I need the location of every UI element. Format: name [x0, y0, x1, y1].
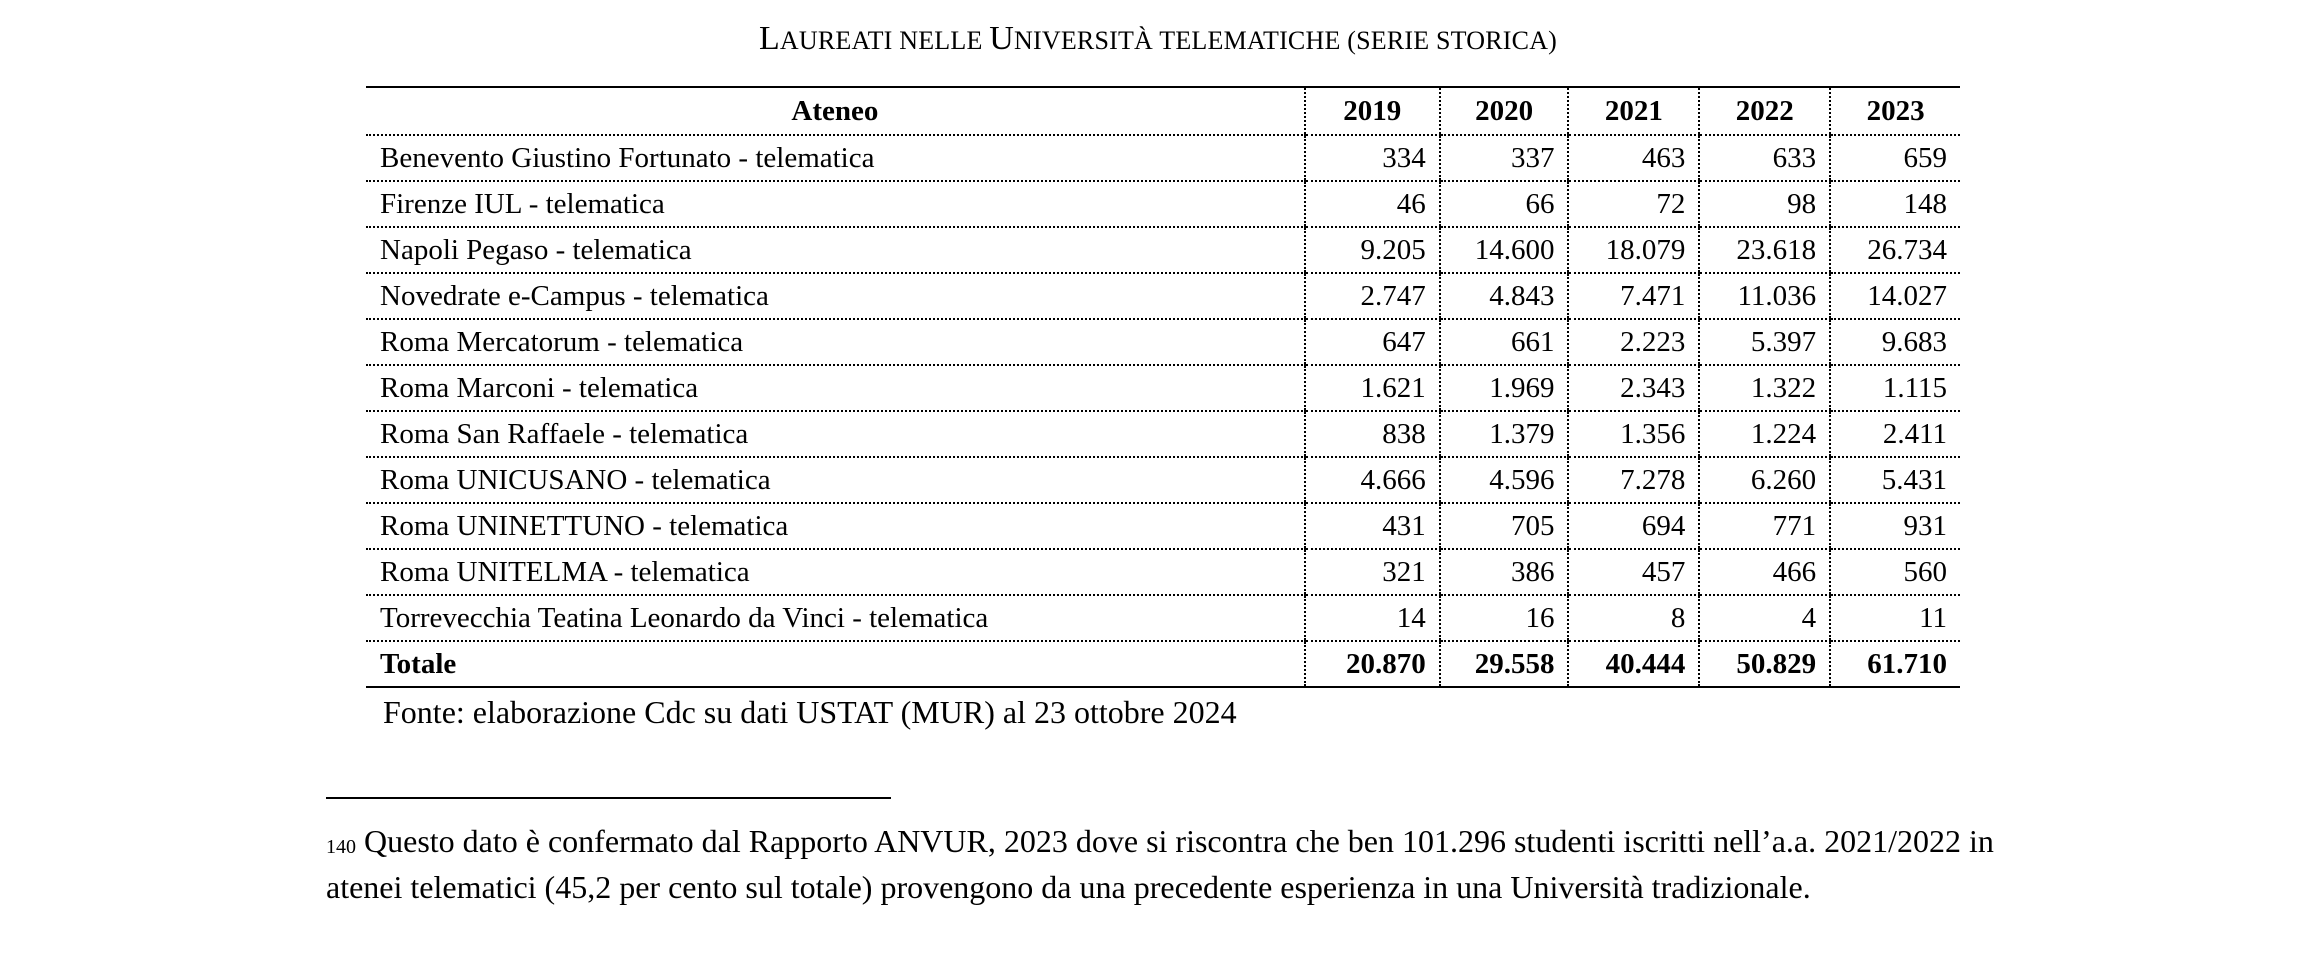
graduates-table-container: [366, 86, 1960, 688]
value-cell: 2.411: [1830, 411, 1960, 457]
value-cell: 7.471: [1568, 273, 1699, 319]
value-cell: 705: [1440, 503, 1569, 549]
value-cell: 66: [1440, 181, 1569, 227]
value-cell: 4: [1699, 595, 1830, 641]
ateneo-cell: Benevento Giustino Fortunato - telematica: [366, 135, 1305, 181]
header-2019: 2019: [1305, 87, 1440, 135]
value-cell: 1.969: [1440, 365, 1569, 411]
value-cell: 386: [1440, 549, 1569, 595]
value-cell: 659: [1830, 135, 1960, 181]
ateneo-cell: Roma Mercatorum - telematica: [366, 319, 1305, 365]
value-cell: 8: [1568, 595, 1699, 641]
table-row: [366, 181, 1960, 227]
value-cell: 29.558: [1440, 641, 1569, 687]
ateneo-cell: Torrevecchia Teatina Leonardo da Vinci - telematica: [366, 595, 1305, 641]
value-cell: 2.747: [1305, 273, 1440, 319]
total-row: [366, 641, 1960, 687]
value-cell: 1.322: [1699, 365, 1830, 411]
graduates-table: [366, 86, 1960, 688]
header-2020: 2020: [1440, 87, 1569, 135]
table-row: [366, 365, 1960, 411]
source-note: Fonte: elaborazione Cdc su dati USTAT (MUR) al 23 ottobre 2024: [383, 694, 1237, 730]
value-cell: 11.036: [1699, 273, 1830, 319]
value-cell: 14: [1305, 595, 1440, 641]
ateneo-cell: Firenze IUL - telematica: [366, 181, 1305, 227]
value-cell: 1.379: [1440, 411, 1569, 457]
table-title: [0, 20, 2316, 58]
title-cap-2: U: [989, 20, 1015, 57]
header-2021: 2021: [1568, 87, 1699, 135]
value-cell: 98: [1699, 181, 1830, 227]
table-row: [366, 595, 1960, 641]
value-cell: 694: [1568, 503, 1699, 549]
header-2022: 2022: [1699, 87, 1830, 135]
table-row: [366, 503, 1960, 549]
header-ateneo: Ateneo: [366, 87, 1305, 135]
value-cell: 931: [1830, 503, 1960, 549]
ateneo-cell: Roma UNITELMA - telematica: [366, 549, 1305, 595]
table-row: [366, 411, 1960, 457]
value-cell: 647: [1305, 319, 1440, 365]
value-cell: 1.224: [1699, 411, 1830, 457]
value-cell: 6.260: [1699, 457, 1830, 503]
value-cell: 4.843: [1440, 273, 1569, 319]
value-cell: 23.618: [1699, 227, 1830, 273]
ateneo-cell: Napoli Pegaso - telematica: [366, 227, 1305, 273]
value-cell: 1.621: [1305, 365, 1440, 411]
table-row: [366, 135, 1960, 181]
value-cell: 14.027: [1830, 273, 1960, 319]
value-cell: 5.431: [1830, 457, 1960, 503]
value-cell: 16: [1440, 595, 1569, 641]
value-cell: 7.278: [1568, 457, 1699, 503]
value-cell: 334: [1305, 135, 1440, 181]
table-row: [366, 457, 1960, 503]
table-row: [366, 273, 1960, 319]
table-row: [366, 549, 1960, 595]
value-cell: 26.734: [1830, 227, 1960, 273]
value-cell: 18.079: [1568, 227, 1699, 273]
value-cell: 2.223: [1568, 319, 1699, 365]
value-cell: 40.444: [1568, 641, 1699, 687]
footnote-number: 140: [326, 836, 356, 858]
value-cell: 9.205: [1305, 227, 1440, 273]
title-cap-1: L: [758, 20, 780, 57]
value-cell: 46: [1305, 181, 1440, 227]
value-cell: 72: [1568, 181, 1699, 227]
value-cell: 20.870: [1305, 641, 1440, 687]
value-cell: 4.596: [1440, 457, 1569, 503]
value-cell: 4.666: [1305, 457, 1440, 503]
title-part-2: NIVERSITÀ TELEMATICHE (SERIE STORICA): [1014, 26, 1558, 55]
value-cell: 50.829: [1699, 641, 1830, 687]
value-cell: 9.683: [1830, 319, 1960, 365]
header-2023: 2023: [1830, 87, 1960, 135]
value-cell: 1.115: [1830, 365, 1960, 411]
value-cell: 1.356: [1568, 411, 1699, 457]
footnote-text: Questo dato è confermato dal Rapporto ANVUR, 2023 dove si riscontra che ben 101.296 studenti iscritti nell’a.a. 2021/2022 in atenei telematici (45,2 per cento sul totale) provengono da una precedente esperienza in una Università tradizionale.: [326, 823, 1994, 905]
value-cell: 321: [1305, 549, 1440, 595]
value-cell: 463: [1568, 135, 1699, 181]
ateneo-cell: Novedrate e-Campus - telematica: [366, 273, 1305, 319]
value-cell: 661: [1440, 319, 1569, 365]
ateneo-cell: Roma UNICUSANO - telematica: [366, 457, 1305, 503]
value-cell: 457: [1568, 549, 1699, 595]
title-part-1: AUREATI NELLE: [779, 26, 990, 55]
ateneo-cell: Roma Marconi - telematica: [366, 365, 1305, 411]
value-cell: 431: [1305, 503, 1440, 549]
value-cell: 61.710: [1830, 641, 1960, 687]
value-cell: 2.343: [1568, 365, 1699, 411]
table-row: [366, 319, 1960, 365]
value-cell: 11: [1830, 595, 1960, 641]
table-header-row: [366, 87, 1960, 135]
value-cell: 14.600: [1440, 227, 1569, 273]
value-cell: 5.397: [1699, 319, 1830, 365]
table-body: [366, 135, 1960, 687]
value-cell: 148: [1830, 181, 1960, 227]
value-cell: 838: [1305, 411, 1440, 457]
value-cell: 633: [1699, 135, 1830, 181]
ateneo-cell: Roma UNINETTUNO - telematica: [366, 503, 1305, 549]
table-row: [366, 227, 1960, 273]
footnote-separator: [326, 797, 891, 799]
value-cell: 560: [1830, 549, 1960, 595]
value-cell: 337: [1440, 135, 1569, 181]
footnote: [326, 818, 2006, 910]
value-cell: 466: [1699, 549, 1830, 595]
ateneo-cell: Roma San Raffaele - telematica: [366, 411, 1305, 457]
value-cell: 771: [1699, 503, 1830, 549]
ateneo-cell: Totale: [366, 641, 1305, 687]
